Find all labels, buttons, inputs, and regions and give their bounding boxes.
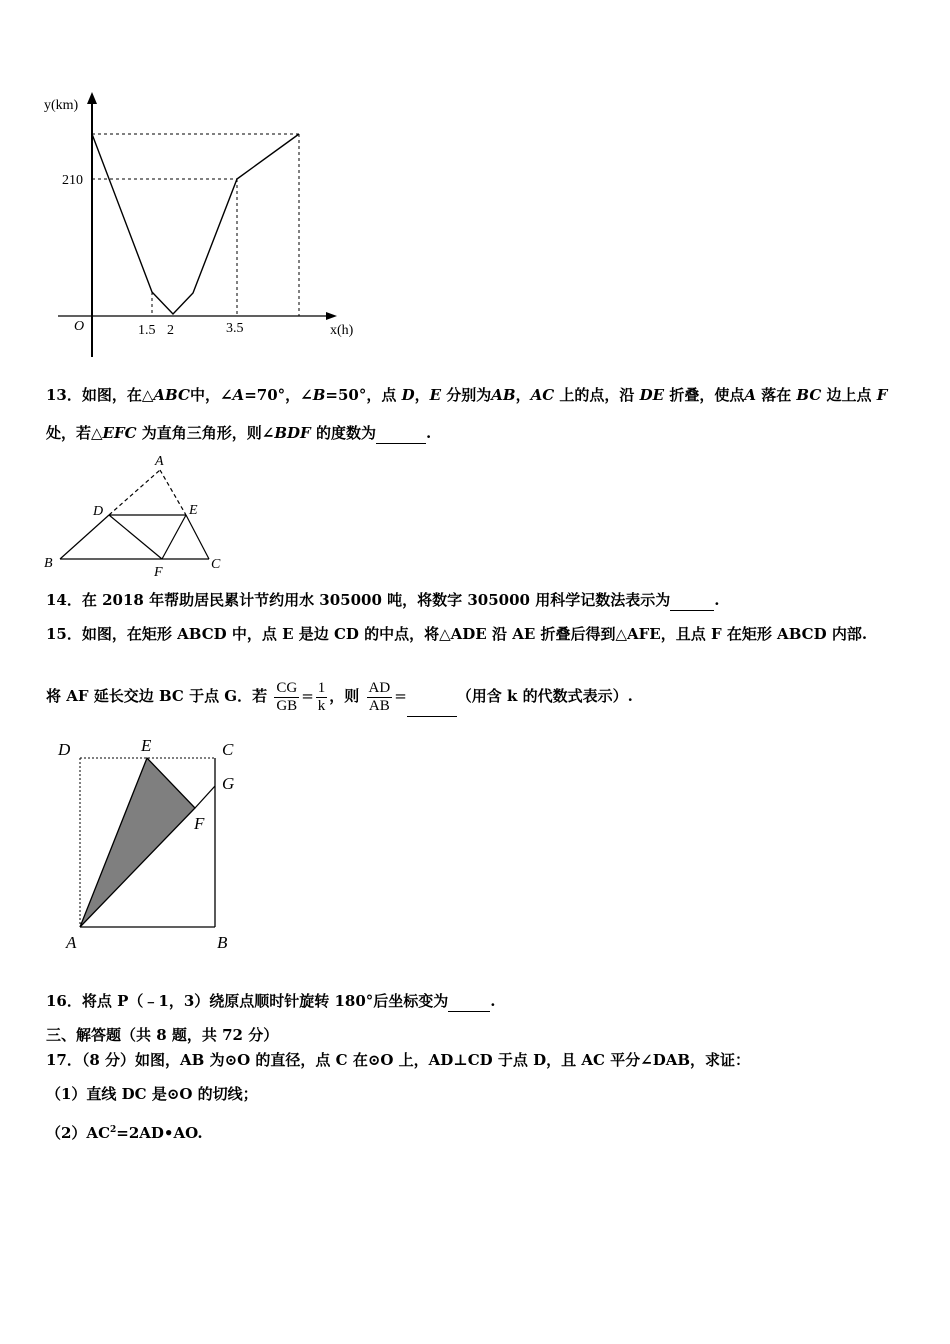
- answer-blank: [376, 423, 426, 444]
- distance-time-graph: [40, 90, 370, 365]
- question-17: 17．（8 分）如图，AB 为⊙O 的直径，点 C 在⊙O 上，AD⊥CD 于点 D，且 AC 平分∠DAB，求证：: [46, 1051, 751, 1069]
- label-A: A: [155, 454, 164, 469]
- label-C: C: [222, 740, 234, 759]
- label-D: D: [58, 740, 71, 759]
- answer-blank: [670, 590, 714, 611]
- question-15-line2: 将 AF 延长交边 BC 于点 G．若 $\frac{CG}{GB}$ = $\frac{1}{k}$ ，则 $\frac{AD}{AB}$ = （用含 k 的代数式表示）.: [46, 676, 633, 717]
- answer-blank: [448, 991, 490, 1012]
- label-C: C: [211, 557, 221, 572]
- label-B: B: [217, 933, 228, 952]
- origin-label: O: [74, 319, 85, 334]
- question-13-line2: 处，若△EFC 为直角三角形，则∠BDF 的度数为 .: [46, 424, 432, 442]
- x-tick-3-5: 3.5: [226, 321, 244, 336]
- fraction-cg-gb: $\frac{CG}{GB}$: [276, 679, 298, 714]
- x-axis-label: x(h): [330, 323, 354, 338]
- rectangle-figure: [50, 730, 260, 960]
- label-D: D: [93, 504, 104, 519]
- label-E: E: [189, 503, 198, 518]
- question-17-part2: $(2)AC^2=2AD•AO$.: [46, 1124, 203, 1142]
- y-axis-arrow: [87, 92, 97, 104]
- x-axis-arrow: [326, 312, 337, 320]
- answer-blank: [407, 676, 457, 717]
- label-A: A: [66, 933, 77, 952]
- y-tick-210: 210: [62, 173, 83, 188]
- question-14: 14．在 2018 年帮助居民累计节约用水 305000 吨，将数字 305000 用科学记数法表示为 .: [46, 591, 720, 609]
- x-tick-1-5: 1.5: [138, 323, 156, 338]
- x-tick-2: 2: [167, 323, 174, 338]
- triangle-figure: [40, 450, 240, 580]
- question-17-part1: （1）直线 DC 是⊙O 的切线；: [46, 1085, 258, 1103]
- question-16: 16．将点 P（﹣1，3）绕原点顺时针旋转 180°后坐标变为 .: [46, 992, 496, 1010]
- label-F: F: [154, 565, 163, 580]
- label-E: E: [141, 736, 152, 755]
- shaded-triangle-AFE: [80, 758, 195, 927]
- question-15-line1: 15．如图，在矩形 ABCD 中，点 E 是边 CD 的中点，将△ADE 沿 AE 折叠后得到△AFE，且点 F 在矩形 ABCD 内部.: [46, 625, 868, 643]
- fraction-1-k: $\frac{1}{k}$: [317, 679, 326, 714]
- graph-line: [92, 134, 299, 314]
- y-axis-label: y(km): [44, 98, 79, 113]
- question-13-line1: 13．如图，在△ABC中，∠A=70°，∠B=50°，点 D，E 分别为AB，AC 上的点，沿 DE 折叠，使点A 落在 BC 边上点 F: [46, 386, 888, 404]
- label-G: G: [222, 774, 235, 793]
- label-F: F: [194, 814, 205, 833]
- fraction-ad-ab: $\frac{AD}{AB}$: [368, 679, 391, 714]
- section-heading: 三、解答题（共 8 题，共 72 分）: [46, 1026, 279, 1044]
- label-B: B: [44, 556, 53, 571]
